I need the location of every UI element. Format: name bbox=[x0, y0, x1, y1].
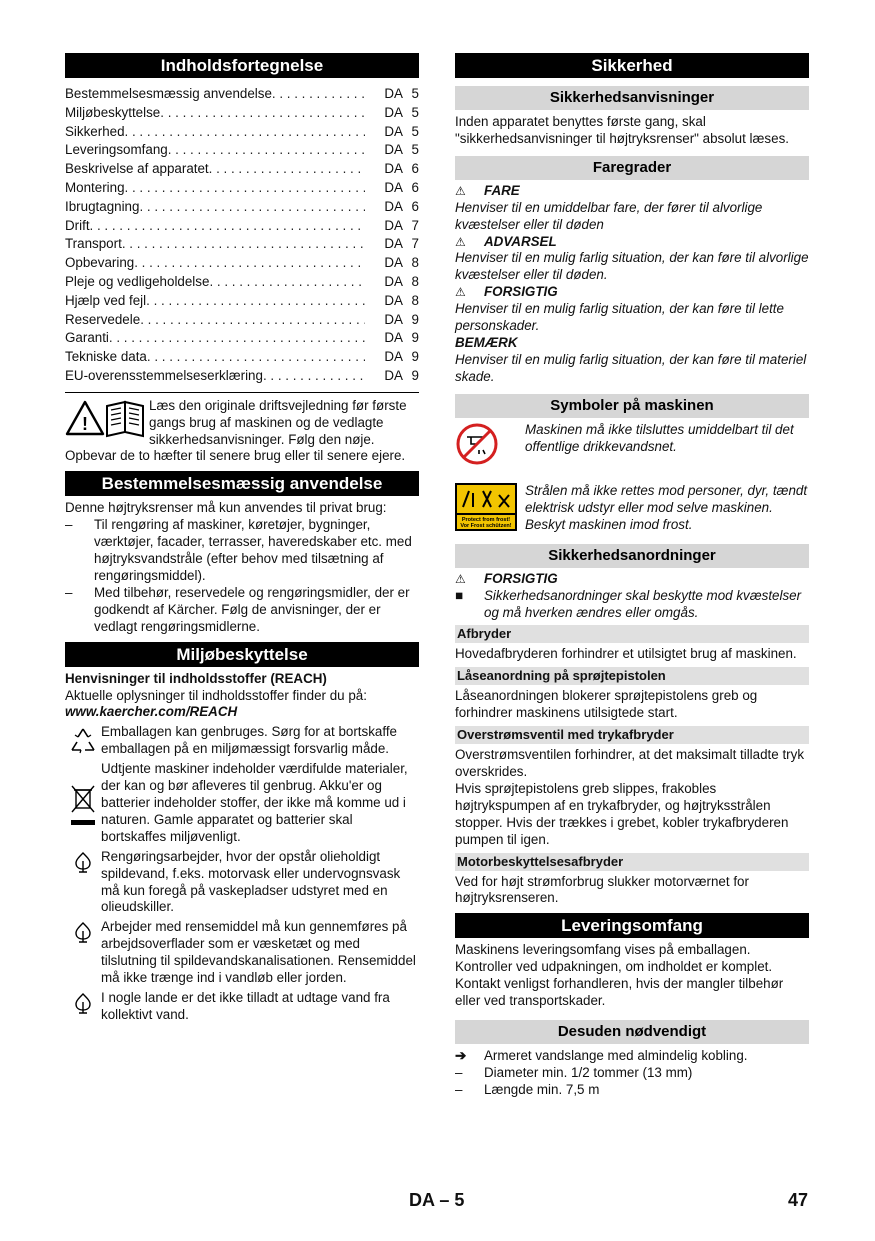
footer-section: DA – 5 bbox=[409, 1190, 465, 1210]
toc-leader bbox=[160, 104, 365, 123]
toc-leader bbox=[125, 179, 365, 198]
toc-title: Beskrivelse af apparatet bbox=[65, 161, 209, 177]
toc-leader bbox=[209, 273, 365, 292]
toc-row[interactable] bbox=[65, 217, 419, 236]
no-spray-frost-icon bbox=[455, 483, 525, 536]
reach-url[interactable]: www.kaercher.com/REACH bbox=[65, 704, 238, 720]
env-item-text: Arbejder med rensemiddel må kun gennemføres på arbejdsoverflader som er væsketæt og med tilslutning til spildevandskanalisationen. Rensemiddel må ikke trænge ind i vandløb eller jorden. bbox=[101, 919, 416, 986]
warning-icon: ⚠ bbox=[455, 571, 466, 586]
hazard-label: ⚠ FARE bbox=[455, 182, 520, 198]
hazard-label: ⚠ ADVARSEL bbox=[455, 233, 557, 249]
subheading: Låseanordning på sprøjtepistolen bbox=[455, 667, 809, 685]
symbols-heading: Symboler på maskinen bbox=[455, 394, 809, 418]
toc-title: Opbevaring bbox=[65, 255, 135, 271]
list-item: – Diameter min. 1/2 tommer (13 mm) bbox=[455, 1064, 693, 1080]
left-column bbox=[65, 53, 419, 1024]
toc-lang: DA bbox=[384, 273, 403, 289]
warning-icon: ⚠ bbox=[455, 285, 466, 300]
list-item: – Til rengøring af maskiner, køretøjer, bygninger, værktøjer, facader, terrasser, haveredskaber etc. med højtryksvandstråle (efter behov med tilsætning af rengøringsmiddel). bbox=[65, 517, 412, 583]
hazard-text: Henviser til en umiddelbar fare, der fører til alvorlige kvæstelser eller til døden bbox=[455, 199, 763, 232]
toc-page: 5 bbox=[411, 123, 419, 139]
toc-leader bbox=[146, 292, 365, 311]
toc-leader bbox=[134, 254, 365, 273]
toc-row[interactable] bbox=[65, 329, 419, 348]
svg-text:Protect from frost!: Protect from frost! bbox=[461, 516, 511, 523]
toc-lang: DA bbox=[384, 104, 403, 120]
svg-text:!: ! bbox=[82, 413, 88, 434]
read-manual-icon bbox=[65, 398, 149, 449]
toc-lang: DA bbox=[384, 161, 403, 177]
hazard-label: BEMÆRK bbox=[455, 334, 518, 350]
env-item bbox=[65, 761, 419, 846]
toc-leader bbox=[168, 141, 365, 160]
no-drinking-water-icon bbox=[455, 422, 525, 471]
toc-page: 8 bbox=[411, 255, 419, 271]
env-item bbox=[65, 849, 419, 917]
symbol-text: Maskinen må ikke tilsluttes umiddelbart til det offentlige drikkevandsnet. bbox=[525, 421, 794, 454]
hazard-text: Henviser til en mulig farlig situation, der kan føre til lette personskader. bbox=[455, 301, 784, 334]
toc-row[interactable] bbox=[65, 85, 419, 104]
toc-leader bbox=[272, 85, 365, 104]
toc-row[interactable] bbox=[65, 123, 419, 142]
toc-title: Hjælp ved fejl bbox=[65, 292, 147, 308]
toc-title: Leveringsomfang bbox=[65, 142, 168, 158]
toc-page: 8 bbox=[411, 273, 419, 289]
bullet-square-icon: ■ bbox=[455, 587, 464, 603]
toc-title: Bestemmelsesmæssig anvendelse bbox=[65, 86, 272, 101]
env-item bbox=[65, 919, 419, 987]
sub-text: Ved for højt strømforbrug slukker motorværnet for højtryksrenseren. bbox=[455, 873, 749, 906]
caution-label: ⚠ FORSIGTIG bbox=[455, 570, 558, 586]
sub-text: Låseanordningen blokerer sprøjtepistolens greb og forhindrer maskinens utilsigtede start. bbox=[455, 688, 758, 721]
toc-page: 9 bbox=[411, 311, 419, 327]
water-protect-icon bbox=[65, 919, 101, 987]
toc-title: Reservedele bbox=[65, 311, 141, 327]
toc-title: EU-overensstemmelseserklæring bbox=[65, 367, 263, 383]
sub-text: Overstrømsventilen forhindrer, at det maksimalt tilladte tryk overskrides. Hvis sprøjtepistolens greb slippes, frakobles højtrykspumpen af en trykafbryder, og højtryksstrålen stopper. Hvis der trækkes i grebet, kobler trykafbryderen pumpen til igen. bbox=[455, 747, 805, 847]
delivery-heading: Leveringsomfang bbox=[455, 913, 809, 938]
list-item: ■ Sikkerhedsanordninger skal beskytte mod kvæstelser og må hverken ændres eller omgås. bbox=[455, 587, 802, 620]
env-heading: Miljøbeskyttelse bbox=[65, 642, 419, 667]
toc-row[interactable] bbox=[65, 235, 419, 254]
toc-leader bbox=[140, 311, 365, 330]
divider bbox=[65, 392, 419, 393]
toc-page: 7 bbox=[411, 236, 419, 252]
toc-row[interactable] bbox=[65, 292, 419, 311]
recycle-icon bbox=[65, 724, 101, 758]
subheading: Overstrømsventil med trykafbryder bbox=[455, 726, 809, 744]
arrow-right-icon: ➔ bbox=[455, 1048, 467, 1063]
env-item-text: I nogle lande er det ikke tilladt at udtage vand fra kollektivt vand. bbox=[101, 989, 390, 1022]
delivery-text: Maskinens leveringsomfang vises på emballagen. Kontroller ved udpakningen, om indholdet er komplet. Kontakt venligst forhandleren, hvis der mangler tilbehør eller ved transportskader. bbox=[455, 942, 784, 1009]
table-of-contents bbox=[65, 85, 419, 386]
env-item-text: Emballagen kan genbruges. Sørg for at bortskaffe emballagen på en miljømæssigt forsvarlig måde. bbox=[101, 724, 398, 757]
manual-note-text: Læs den originale driftsvejledning før første gangs brug af maskinen og de vedlagte sikkerhedsanvisninger. Følg den nøje. bbox=[149, 397, 407, 447]
toc-lang: DA bbox=[384, 292, 403, 308]
toc-row[interactable] bbox=[65, 273, 419, 292]
toc-lang: DA bbox=[384, 236, 403, 252]
env-item bbox=[65, 724, 419, 758]
symbol-row bbox=[455, 422, 809, 471]
water-protect-icon bbox=[65, 990, 101, 1024]
toc-leader bbox=[122, 235, 365, 254]
toc-row[interactable] bbox=[65, 198, 419, 217]
toc-row[interactable] bbox=[65, 311, 419, 330]
toc-lang: DA bbox=[384, 367, 403, 383]
toc-lang: DA bbox=[384, 142, 403, 158]
toc-lang: DA bbox=[384, 255, 403, 271]
toc-row[interactable] bbox=[65, 141, 419, 160]
toc-row[interactable] bbox=[65, 254, 419, 273]
toc-page: 6 bbox=[411, 179, 419, 195]
toc-leader bbox=[209, 160, 365, 179]
toc-row[interactable] bbox=[65, 348, 419, 367]
toc-page: 9 bbox=[411, 349, 419, 365]
toc-title: Garanti bbox=[65, 330, 109, 346]
list-item: ➔ Armeret vandslange med almindelig kobling. bbox=[455, 1048, 748, 1063]
use-heading: Bestemmelsesmæssig anvendelse bbox=[65, 471, 419, 496]
toc-page: 7 bbox=[411, 217, 419, 233]
right-column bbox=[455, 53, 809, 1099]
subheading: Afbryder bbox=[455, 625, 809, 643]
toc-page: 9 bbox=[411, 367, 419, 383]
manual-note bbox=[65, 398, 419, 449]
svg-text:Vor Frost schützen!: Vor Frost schützen! bbox=[460, 522, 512, 529]
hazard-label: ⚠ FORSIGTIG bbox=[455, 284, 558, 300]
toc-title: Tekniske data bbox=[65, 349, 147, 365]
toc-title: Miljøbeskyttelse bbox=[65, 104, 161, 120]
toc-leader bbox=[109, 329, 365, 348]
env-item-text: Udtjente maskiner indeholder værdifulde materialer, der kan og bør afleveres til genbrug. Akku'er og batterier indeholder stoffer, der ikke må komme ud i naturen. Gamle apparatet og batterier skal bortskaffes miljøvenligt. bbox=[101, 761, 408, 844]
toc-title: Transport bbox=[65, 236, 122, 252]
reach-title: Henvisninger til indholdsstoffer (REACH) bbox=[65, 670, 327, 686]
toc-lang: DA bbox=[384, 198, 403, 214]
toc-page: 8 bbox=[411, 292, 419, 308]
symbol-text: Strålen må ikke rettes mod personer, dyr, tændt elektrisk udstyr eller mod selve maskinen. bbox=[525, 482, 808, 515]
toc-lang: DA bbox=[384, 86, 403, 101]
toc-title: Sikkerhed bbox=[65, 123, 125, 139]
toc-page: 9 bbox=[411, 330, 419, 346]
hazard-text: Henviser til en mulig farlig situation, der kan føre til alvorlige kvæstelser eller til døden. bbox=[455, 250, 809, 283]
toc-leader bbox=[139, 198, 365, 217]
water-protect-icon bbox=[65, 849, 101, 917]
footer-page-number: 47 bbox=[788, 1190, 809, 1210]
reach-text: Aktuelle oplysninger til indholdsstoffer finder du på: bbox=[65, 687, 367, 703]
safety-heading: Sikkerhed bbox=[455, 53, 809, 78]
hazard-text: Henviser til en mulig farlig situation, der kan føre til materiel skade. bbox=[455, 351, 807, 384]
use-intro: Denne højtryksrenser må kun anvendes til privat brug: bbox=[65, 500, 387, 516]
toc-title: Pleje og vedligeholdelse bbox=[65, 273, 210, 289]
env-item-text: Rengøringsarbejder, hvor der opstår olieholdigt spildevand, f.eks. motorvask eller undervognsvask må kun foregå på vaskepladser udstyret med en olieudskiller. bbox=[101, 848, 401, 915]
toc-lang: DA bbox=[384, 179, 403, 195]
symbol-row bbox=[455, 483, 809, 536]
toc-lang: DA bbox=[384, 330, 403, 346]
instructions-heading: Sikkerhedsanvisninger bbox=[455, 86, 809, 110]
toc-leader bbox=[125, 123, 365, 142]
symbol-text: Beskyt maskinen imod frost. bbox=[525, 516, 693, 532]
toc-lang: DA bbox=[384, 123, 403, 139]
env-item bbox=[65, 990, 419, 1024]
warning-icon: ⚠ bbox=[455, 183, 466, 198]
list-item: – Med tilbehør, reservedele og rengøringsmidler, der er godkendt af Kärcher. Følg de anvisninger, der er vedlagt rengøringsmidlerne. bbox=[65, 584, 410, 634]
toc-page: 5 bbox=[411, 86, 419, 101]
subheading: Motorbeskyttelsesafbryder bbox=[455, 853, 809, 871]
toc-page: 6 bbox=[411, 161, 419, 177]
needed-heading: Desuden nødvendigt bbox=[455, 1020, 809, 1044]
toc-row[interactable] bbox=[65, 104, 419, 123]
toc-lang: DA bbox=[384, 349, 403, 365]
toc-lang: DA bbox=[384, 217, 403, 233]
toc-title: Montering bbox=[65, 179, 125, 195]
warning-icon: ⚠ bbox=[455, 234, 466, 249]
toc-row[interactable] bbox=[65, 160, 419, 179]
levels-heading: Faregrader bbox=[455, 156, 809, 180]
toc-title: Ibrugtagning bbox=[65, 198, 140, 214]
crossed-bin-icon bbox=[65, 761, 101, 846]
toc-page: 5 bbox=[411, 104, 419, 120]
toc-title: Drift bbox=[65, 217, 90, 233]
list-item: – Længde min. 7,5 m bbox=[455, 1081, 600, 1097]
toc-page: 5 bbox=[411, 142, 419, 158]
toc-heading: Indholdsfortegnelse bbox=[65, 53, 419, 78]
sub-text: Hovedafbryderen forhindrer et utilsigtet brug af maskinen. bbox=[455, 646, 797, 662]
toc-row[interactable] bbox=[65, 179, 419, 198]
toc-leader bbox=[90, 217, 365, 236]
devices-heading: Sikkerhedsanordninger bbox=[455, 544, 809, 568]
toc-row[interactable] bbox=[65, 367, 419, 386]
toc-page: 6 bbox=[411, 198, 419, 214]
toc-lang: DA bbox=[384, 311, 403, 327]
toc-leader bbox=[263, 367, 365, 386]
toc-leader bbox=[147, 348, 365, 367]
instructions-text: Inden apparatet benyttes første gang, skal "sikkerhedsanvisninger til højtryksrenser" absolut læses. bbox=[455, 114, 789, 146]
manual-note-text-2: Opbevar de to hæfter til senere brug eller til senere ejere. bbox=[65, 448, 406, 464]
